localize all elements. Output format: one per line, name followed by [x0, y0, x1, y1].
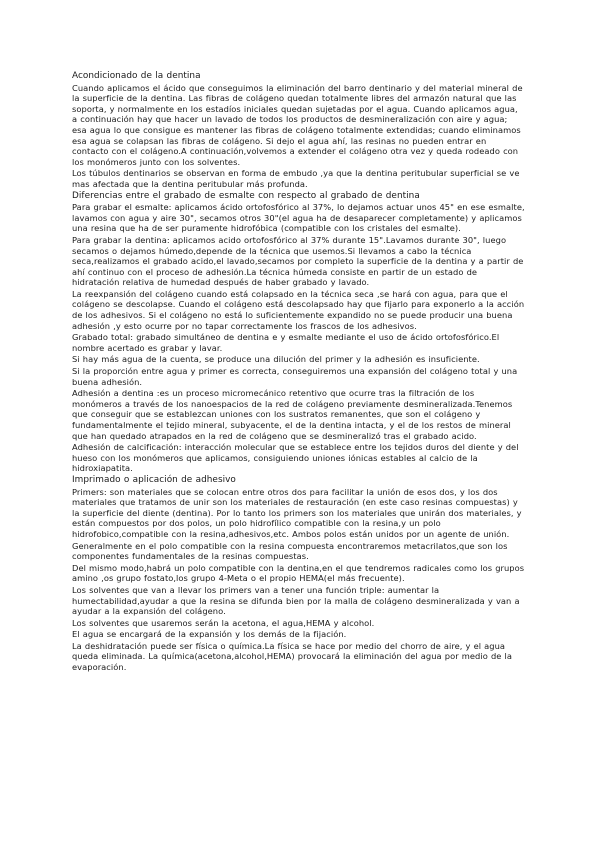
paragraph-adhesion-dentina: Adhesión a dentina :es un proceso micromecánico retentivo que ocurre tras la filtración de los monómeros a través de los nanoespacios de la red de colágeno previamente desmineralizada.Tenemos que conseguir que se establezcan uniones con los sustratos remanentes, que son el colágeno y fundamentalmente el tejido mineral, subyacente, el de la dentina intacta, y el de los restos de mineral que han quedado atrapados en la red de colágeno que se desmineralizó tras el grabado acido.	[72, 388, 513, 441]
paragraph-tubulos: Los túbulos dentinarios se observan en forma de embudo ,ya que la dentina peritubular superficial se ve mas afectada que la dentina peritubular más profunda.	[72, 168, 520, 189]
paragraph-grabar-dentina: Para grabar la dentina: aplicamos acido ortofosfórico al 37% durante 15".Lavamos durante 30", luego secamos o dejamos húmedo,depende de la técnica que usemos.Si llevamos a cabo la técnica seca,realizamos el grabado acido,el lavado,secamos por completo la superficie de la dentina y a partir de ahí continuo con el proceso de adhesión.La técnica húmeda consiste en partir de un estado de hidratación relativa de humedad después de haber grabado y lavado.	[72, 234, 524, 288]
section-heading-imprimado: Imprimado o aplicación de adhesivo	[72, 474, 236, 485]
paragraph-solventes-funcion: Los solventes que van a llevar los primers van a tener una función triple: aumentar la humectabilidad,ayudar a que la resina se difunda bien por la malla de colágeno desmineralizada y van a ayudar a la expansión del colágeno.	[72, 584, 520, 617]
paragraph-grabar-esmalte: Para grabar el esmalte: aplicamos ácido ortofosfórico al 37%, lo dejamos actuar unos 45" en ese esmalte, lavamos con agua y aire 30", secamos otros 30"(el agua ha de desaparecer completamente) y aplicamos una resina que ha de ser puramente hidrofóbica (compatible con los cristales del esmalte).	[72, 202, 525, 234]
paragraph-mas-agua: Si hay más agua de la cuenta, se produce una dilución del primer y la adhesión es insuficiente.	[72, 354, 480, 365]
paragraph-reexpansion: La reexpansión del colágeno cuando está colapsado en la técnica seca ,se hará con agua, para que el colágeno se descolapse. Cuando el colágeno está descolapsado hay que fijarlo para exponerlo a la acción de los adhesivos. Si el colágeno no está lo suficientemente expandido no se puede producir una buena adhesión ,y esto ocurre por no tapar correctamente los frascos de los adhesivos.	[72, 288, 525, 331]
section-heading-diferencias: Diferencias entre el grabado de esmalte con respecto al grabado de dentina	[72, 190, 420, 201]
paragraph-polo-resina: Generalmente en el polo compatible con la resina compuesta encontraremos metacrilatos,que son los componentes fundamentales de la resinas compuestas.	[72, 540, 508, 562]
paragraph-grabado-total: Grabado total: grabado simultáneo de dentina e y esmalte mediante el uso de ácido ortofosfórico.El nombre acertado es grabar y lavar.	[72, 332, 500, 353]
paragraph-adhesion-calcificacion: Adhesión de calcificación: interacción molecular que se establece entre los tejidos duros del diente y del hueso con los monómeros que aplicamos, consiguiendo uniones iónicas estables al calcio de la hidroxiapatita.	[72, 442, 519, 474]
paragraph-solventes-lista: Los solventes que usaremos serán la acetona, el agua,HEMA y alcohol.	[72, 617, 375, 628]
paragraph-polo-dentina: Del mismo modo,habrá un polo compatible con la dentina,en el que tendremos radicales como los grupos amino ,os grupo fostato,los grupo 4-Meta o el propio HEMA(el más frecuente).	[72, 562, 525, 584]
paragraph-proporcion: Si la proporción entre agua y primer es correcta, conseguiremos una expansión del colágeno total y una buena adhesión.	[72, 366, 518, 387]
paragraph-primers: Primers: son materiales que se colocan entre otros dos para facilitar la unión de esos dos, y los dos materiales que tratamos de unir son los materiales de restauración (en este caso resinas compuestas) y la superficie del diente (dentina). Por lo tanto los primers son los materiales que unirán dos materiales, y están compuestos por dos polos, un polo hidrofílico compatible con la resina,y un polo hidrofobico,compatible con la resina,adhesivos,etc. Ambos polos están unidos por un agente de unión.	[72, 486, 522, 539]
paragraph-deshidratacion: La deshidratación puede ser física o química.La física se hace por medio del chorro de aire, y el agua queda eliminada. La química(acetona,alcohol,HEMA) provocará la eliminación del agua por medio de la evaporación.	[72, 640, 512, 673]
paragraph-acido-colageno: Cuando aplicamos el ácido que conseguimos la eliminación del barro dentinario y del material mineral de la superficie de la dentina. Las fibras de colágeno quedan totalmente libres del armazón natural que las soporta, y normalmente en los estadíos iniciales quedan sujetadas por el agua. Cuando aplicamos agua, a continuación hay que hacer un lavado de todos los productos de desmineralización con aire y agua; esa agua lo que consigue es mantener las fibras de colágeno totalmente extendidas; cuando eliminamos esa agua se colapsan las fibras de colágeno. Si dejo el agua ahí, las resinas no pueden entrar en contacto con el colágeno.A continuación,volvemos a extender el colágeno otra vez y queda rodeado con los monómeros junto con los solventes.	[72, 82, 523, 167]
paragraph-agua-expansion: El agua se encargará de la expansión y los demás de la fijación.	[72, 629, 347, 640]
section-heading-acondicionado: Acondicionado de la dentina	[72, 71, 201, 81]
